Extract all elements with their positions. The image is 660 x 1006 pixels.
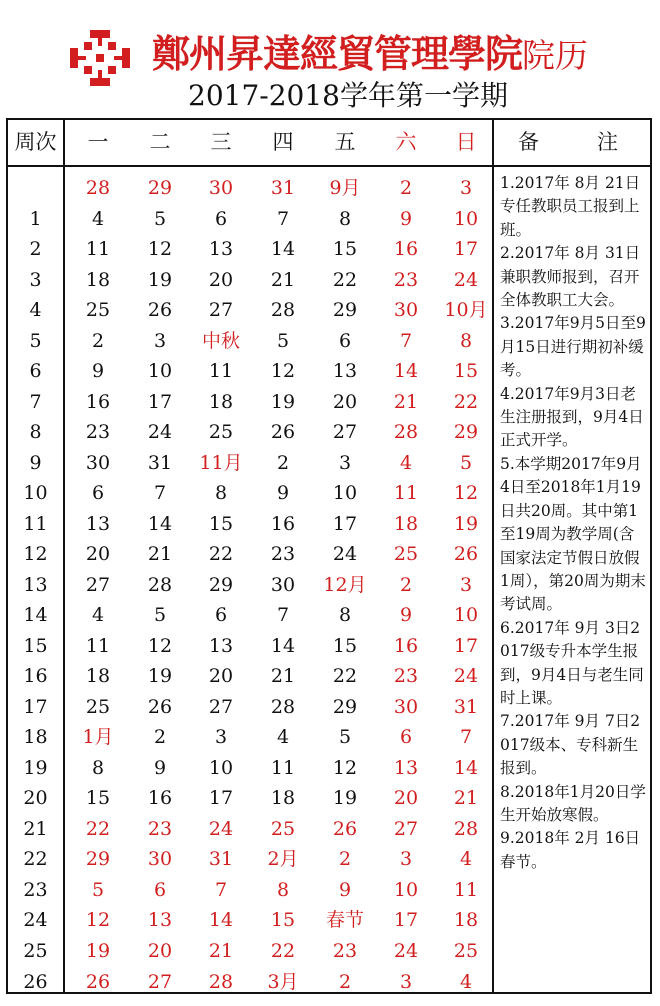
day-cell: 8: [214, 482, 228, 505]
day-cell: 16: [393, 238, 419, 261]
day-cell: 23: [393, 665, 419, 688]
note-item: 9.2018年 2月 16日春节。: [500, 829, 641, 871]
day-cell: 24: [393, 940, 419, 962]
day-cell: 12: [147, 238, 173, 261]
day-cell: 6: [399, 726, 413, 749]
calendar-row: [8, 539, 498, 570]
calendar-row: [8, 570, 498, 601]
header-day-1: 一: [87, 130, 109, 154]
day-cell: 25: [208, 421, 234, 444]
calendar-row: [8, 204, 498, 235]
day-cell: 22: [332, 665, 358, 688]
calendar-row: [8, 692, 498, 723]
day-cell: 8: [338, 207, 352, 230]
day-cell: 6: [91, 482, 105, 505]
day-cell: 24: [453, 665, 479, 688]
day-cell: 7: [459, 726, 473, 749]
day-cell: 9: [276, 482, 290, 505]
day-cell: 29: [332, 695, 358, 718]
day-cell: 11: [453, 878, 479, 901]
day-cell: 27: [332, 421, 358, 444]
day-cell: 6: [214, 207, 228, 230]
day-cell: 4: [399, 451, 413, 474]
day-cell: 23: [393, 268, 419, 291]
week-number: 13: [23, 573, 48, 596]
calendar-row: [8, 509, 498, 540]
week-number: 3: [29, 268, 42, 291]
day-cell: 21: [270, 268, 296, 291]
day-cell: 15: [270, 909, 296, 932]
day-cell: 7: [399, 329, 413, 352]
day-cell: 2: [276, 451, 290, 474]
day-cell: 2: [399, 177, 413, 199]
day-cell: 26: [147, 695, 173, 718]
day-cell: 26: [453, 543, 479, 566]
calendar-row: [8, 875, 498, 906]
week-number: 21: [23, 817, 48, 840]
day-cell: 23: [270, 543, 296, 566]
school-title: [152, 26, 588, 82]
week-number: 19: [23, 756, 48, 779]
notes-list: [500, 172, 648, 874]
term-title: 2017-2018学年第一学期: [188, 79, 508, 112]
day-cell: 6: [338, 329, 352, 352]
day-cell: 3: [399, 848, 413, 871]
day-cell: 28: [85, 177, 111, 199]
calendar-row: [8, 417, 498, 448]
header-notes-col: [494, 120, 642, 165]
day-cell: 2: [91, 329, 105, 352]
day-cell: 27: [208, 299, 234, 322]
day-cell: 25: [85, 695, 111, 718]
day-cell: 29: [453, 421, 479, 444]
week-number: 25: [23, 940, 48, 962]
day-cell: 26: [85, 970, 111, 993]
week-number: 9: [29, 451, 42, 474]
week-number: 12: [23, 543, 48, 566]
day-cell: 2: [338, 970, 352, 993]
day-cell: 10: [332, 482, 358, 505]
day-cell: 10月: [444, 299, 488, 322]
day-cell: 7: [276, 207, 290, 230]
day-cell: 2: [153, 726, 167, 749]
day-cell: 29: [147, 177, 173, 199]
note-item: 6.2017年 9月 3日2017级专升本学生报到，9月4日与老生同时上课。: [500, 618, 644, 707]
day-cell: 30: [85, 451, 111, 474]
day-cell: 21: [393, 390, 419, 413]
day-cell: 15: [332, 238, 358, 261]
day-cell: 5: [276, 329, 290, 352]
day-cell: 25: [270, 817, 296, 840]
calendar-row: [8, 936, 498, 967]
day-cell: 15: [208, 512, 234, 535]
day-cell: 11: [270, 756, 296, 779]
day-cell: 12: [453, 482, 479, 505]
day-cell: 7: [214, 878, 228, 901]
day-cell: 5: [153, 604, 167, 627]
day-cell: 28: [270, 695, 296, 718]
day-cell: 11: [85, 634, 111, 657]
day-cell: 31: [453, 695, 479, 718]
header-day-6: 六: [395, 130, 417, 154]
day-cell: 18: [85, 665, 111, 688]
calendar-row: [8, 783, 498, 814]
day-cell: 20: [393, 787, 419, 810]
week-number: 1: [29, 207, 42, 230]
week-number: 23: [23, 878, 48, 901]
day-cell: 17: [208, 787, 234, 810]
day-cell: 28: [147, 573, 173, 596]
day-cell: 9: [399, 207, 413, 230]
day-cell: 4: [459, 970, 473, 993]
day-cell: 30: [393, 299, 419, 322]
day-cell: 10: [393, 878, 419, 901]
day-cell: 9月: [329, 177, 361, 199]
header-day-7: 日: [455, 130, 477, 154]
day-cell: 28: [453, 817, 479, 840]
day-cell: 12: [147, 634, 173, 657]
day-cell: 16: [393, 634, 419, 657]
day-cell: 8: [459, 329, 473, 352]
week-number: 22: [23, 848, 48, 871]
calendar-row: [8, 448, 498, 479]
day-cell: 23: [332, 940, 358, 962]
header-notes-char: 注: [597, 130, 618, 154]
day-cell: 9: [91, 360, 105, 383]
calendar-row: [8, 234, 498, 265]
day-cell: 25: [453, 940, 479, 962]
day-cell: 9: [338, 878, 352, 901]
day-cell: 24: [453, 268, 479, 291]
day-cell: 7: [276, 604, 290, 627]
day-cell: 17: [453, 634, 479, 657]
calendar-table: [6, 118, 652, 994]
calendar-row: [8, 478, 498, 509]
day-cell: 9: [399, 604, 413, 627]
day-cell: 5: [459, 451, 473, 474]
week-number: 11: [23, 512, 48, 535]
day-cell: 26: [147, 299, 173, 322]
calendar-row: [8, 661, 498, 692]
day-cell: 15: [85, 787, 111, 810]
day-cell: 29: [208, 573, 234, 596]
week-number: 2: [29, 238, 42, 261]
day-cell: 12: [270, 360, 296, 383]
day-cell: 2月: [267, 848, 299, 871]
week-number: 20: [23, 787, 48, 810]
day-cell: 15: [453, 360, 479, 383]
day-cell: 16: [270, 512, 296, 535]
calendar-row: [8, 173, 498, 204]
day-cell: 31: [147, 451, 173, 474]
day-cell: 13: [332, 360, 358, 383]
day-cell: 21: [270, 665, 296, 688]
calendar-row: [8, 722, 498, 753]
day-cell: 23: [147, 817, 173, 840]
note-item: 5.本学期2017年9月4日至2018年1月19日共20周。其中第1至19周为教学周(含国家法定节假日放假1周），第20周为期末考试周。: [500, 454, 646, 614]
day-cell: 27: [208, 695, 234, 718]
day-cell: 21: [208, 940, 234, 962]
note-item: 4.2017年9月3日老生注册报到，9月4日正式开学。: [500, 384, 644, 450]
day-cell: 20: [85, 543, 111, 566]
day-cell: 6: [153, 878, 167, 901]
day-cell: 30: [147, 848, 173, 871]
day-cell: 2: [399, 573, 413, 596]
calendar-row: [8, 356, 498, 387]
day-cell: 13: [393, 756, 419, 779]
day-cell: 10: [208, 756, 234, 779]
day-cell: 25: [393, 543, 419, 566]
day-cell: 22: [332, 268, 358, 291]
calendar-word: 院历: [522, 36, 589, 75]
day-cell: 11: [85, 238, 111, 261]
day-cell: 17: [332, 512, 358, 535]
day-cell: 14: [270, 238, 296, 261]
day-cell: 春节: [325, 909, 364, 932]
day-cell: 30: [208, 177, 234, 199]
day-cell: 5: [338, 726, 352, 749]
day-cell: 22: [85, 817, 111, 840]
day-cell: 27: [393, 817, 419, 840]
day-cell: 23: [85, 421, 111, 444]
week-number: 16: [23, 665, 48, 688]
day-cell: 18: [85, 268, 111, 291]
week-number: 6: [29, 360, 42, 383]
week-number: 5: [29, 329, 42, 352]
day-cell: 6: [214, 604, 228, 627]
note-item: 7.2017年 9月 7日2017级本、专科新生报到。: [500, 712, 641, 778]
day-cell: 3月: [267, 970, 299, 993]
day-cell: 17: [393, 909, 419, 932]
day-cell: 13: [85, 512, 111, 535]
day-cell: 13: [208, 634, 234, 657]
note-item: 3.2017年9月5日至9月15日进行期初补缓考。: [500, 314, 646, 380]
day-cell: 2: [338, 848, 352, 871]
header-week-col: 周次: [14, 130, 57, 154]
day-cell: 31: [270, 177, 296, 199]
day-cell: 20: [208, 268, 234, 291]
day-cell: 12: [85, 909, 111, 932]
calendar-row: [8, 753, 498, 784]
day-cell: 17: [147, 390, 173, 413]
week-number: 18: [23, 726, 48, 749]
day-cell: 3: [459, 573, 473, 596]
week-number: 26: [23, 970, 48, 993]
header-day-2: 二: [149, 130, 171, 154]
day-cell: 30: [393, 695, 419, 718]
day-cell: 28: [393, 421, 419, 444]
day-cell: 5: [91, 878, 105, 901]
day-cell: 18: [208, 390, 234, 413]
day-cell: 18: [393, 512, 419, 535]
table-header-divider: [8, 165, 650, 167]
day-cell: 20: [147, 940, 173, 962]
calendar-row: [8, 600, 498, 631]
day-cell: 28: [270, 299, 296, 322]
note-item: 2.2017年 8月 31日兼职教师报到，召开全体教职工大会。: [500, 244, 641, 310]
week-number: 10: [23, 482, 48, 505]
day-cell: 3: [459, 177, 473, 199]
day-cell: 11: [393, 482, 419, 505]
day-cell: 26: [332, 817, 358, 840]
day-cell: 3: [214, 726, 228, 749]
calendar-row: [8, 967, 498, 998]
day-cell: 14: [270, 634, 296, 657]
week-number: 8: [29, 421, 42, 444]
day-cell: 19: [270, 390, 296, 413]
day-cell: 13: [147, 909, 173, 932]
day-cell: 12月: [323, 573, 367, 596]
day-cell: 9: [153, 756, 167, 779]
day-cell: 19: [85, 940, 111, 962]
day-cell: 10: [453, 604, 479, 627]
day-cell: 19: [332, 787, 358, 810]
day-cell: 4: [91, 207, 105, 230]
note-item: 1.2017年 8月 21日专任教职员工报到上班。: [500, 174, 641, 239]
day-cell: 18: [453, 909, 479, 932]
day-cell: 24: [147, 421, 173, 444]
day-cell: 中秋: [201, 329, 240, 352]
day-cell: 8: [91, 756, 105, 779]
day-cell: 14: [393, 360, 419, 383]
day-cell: 28: [208, 970, 234, 993]
calendar-row: [8, 814, 498, 845]
week-number: 15: [23, 634, 48, 657]
day-cell: 20: [332, 390, 358, 413]
day-cell: 19: [147, 268, 173, 291]
day-cell: 10: [453, 207, 479, 230]
day-cell: 16: [147, 787, 173, 810]
day-cell: 5: [153, 207, 167, 230]
day-cell: 13: [208, 238, 234, 261]
day-cell: 14: [453, 756, 479, 779]
day-cell: 4: [91, 604, 105, 627]
header-day-5: 五: [334, 130, 356, 154]
day-cell: 3: [153, 329, 167, 352]
day-cell: 12: [332, 756, 358, 779]
day-cell: 18: [270, 787, 296, 810]
day-cell: 4: [459, 848, 473, 871]
day-cell: 30: [270, 573, 296, 596]
day-cell: 8: [276, 878, 290, 901]
calendar-row: [8, 265, 498, 296]
day-cell: 31: [208, 848, 234, 871]
calendar-row: [8, 387, 498, 418]
day-cell: 11月: [199, 451, 243, 474]
day-cell: 22: [208, 543, 234, 566]
day-cell: 22: [453, 390, 479, 413]
day-cell: 19: [453, 512, 479, 535]
day-cell: 3: [338, 451, 352, 474]
day-cell: 14: [208, 909, 234, 932]
day-cell: 3: [399, 970, 413, 993]
day-cell: 7: [153, 482, 167, 505]
day-cell: 1月: [82, 726, 114, 749]
day-cell: 22: [270, 940, 296, 962]
day-cell: 27: [147, 970, 173, 993]
week-number: 24: [23, 909, 48, 932]
day-cell: 19: [147, 665, 173, 688]
week-number: [8, 173, 63, 204]
day-cell: 17: [453, 238, 479, 261]
day-cell: 27: [85, 573, 111, 596]
week-number: 7: [29, 390, 42, 413]
calendar-header: [0, 0, 660, 118]
header-day-3: 三: [210, 130, 232, 154]
day-cell: 16: [85, 390, 111, 413]
calendar-row: [8, 631, 498, 662]
day-cell: 21: [453, 787, 479, 810]
day-cell: 15: [332, 634, 358, 657]
header-notes-char: 备: [518, 130, 539, 154]
day-cell: 24: [208, 817, 234, 840]
day-cell: 29: [332, 299, 358, 322]
school-name: 鄭州昇達經貿管理學院: [152, 31, 523, 76]
day-cell: 26: [270, 421, 296, 444]
calendar-row: [8, 326, 498, 357]
week-number: 14: [23, 604, 48, 627]
day-cell: 29: [85, 848, 111, 871]
week-number: 4: [29, 299, 42, 322]
day-cell: 10: [147, 360, 173, 383]
day-cell: 4: [276, 726, 290, 749]
day-cell: 24: [332, 543, 358, 566]
note-item: 8.2018年1月20日学生开始放寒假。: [500, 782, 646, 824]
day-cell: 25: [85, 299, 111, 322]
day-cell: 20: [208, 665, 234, 688]
calendar-row: [8, 295, 498, 326]
day-cell: 8: [338, 604, 352, 627]
week-number: 17: [23, 695, 48, 718]
calendar-row: [8, 905, 498, 936]
header-day-4: 四: [272, 130, 294, 154]
day-cell: 14: [147, 512, 173, 535]
calendar-row: [8, 844, 498, 875]
day-cell: 11: [208, 360, 234, 383]
day-cell: 21: [147, 543, 173, 566]
